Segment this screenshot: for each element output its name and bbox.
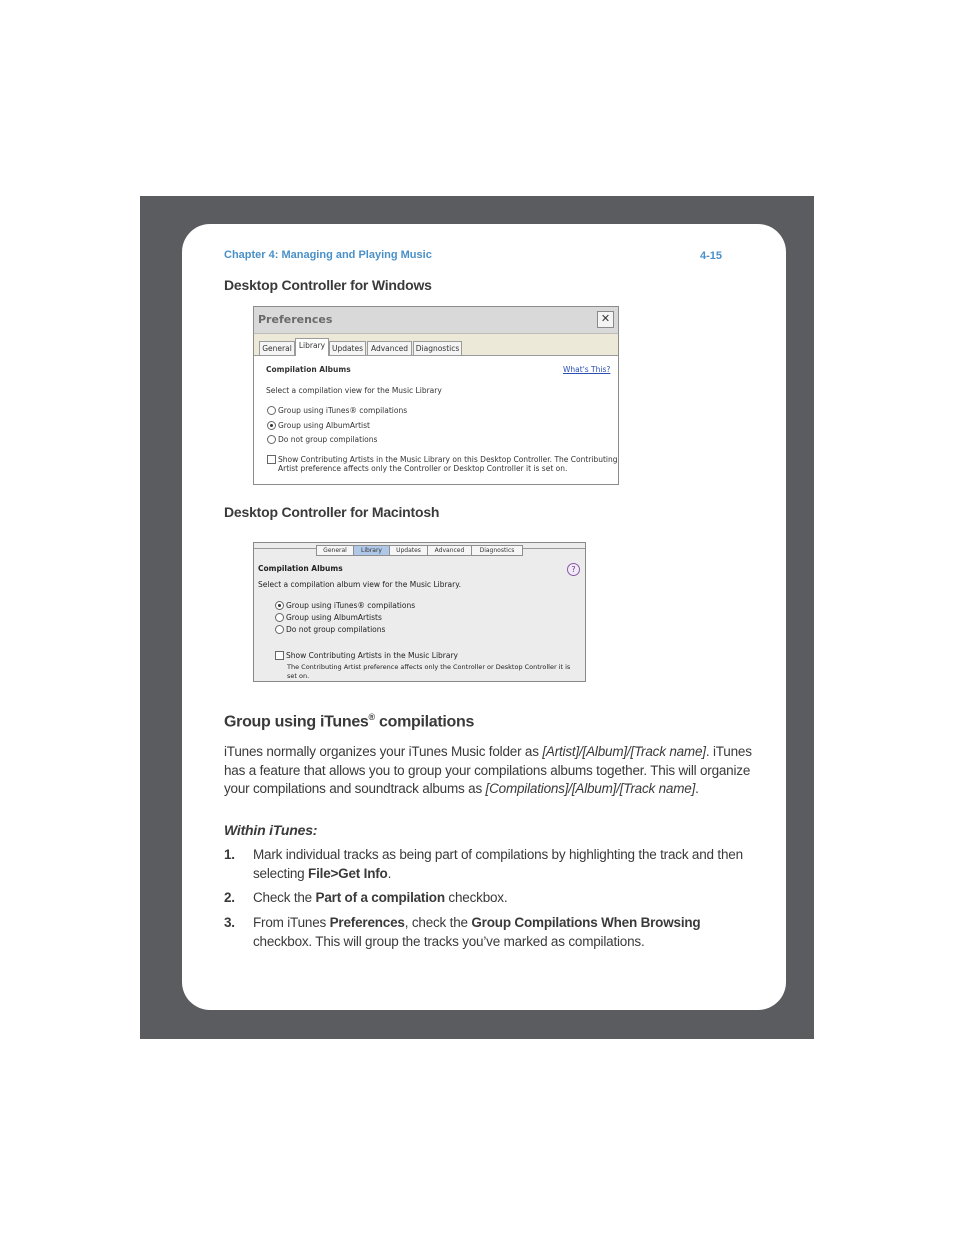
step-text-part: , check the <box>404 915 472 930</box>
tab-diagnostics[interactable]: Diagnostics <box>471 545 523 556</box>
menu-name: Preferences <box>329 915 405 930</box>
paragraph-text: . iTunes has a feature that allows you to group your compilations albums together. This will organize your compilations and soundtrack albums as <box>224 744 752 796</box>
paragraph-text: . <box>695 781 699 796</box>
dialog-titlebar <box>254 307 618 334</box>
step-text-part: checkbox. This will group the tracks you’ve marked as compilations. <box>253 933 645 949</box>
heading-text: compilations <box>374 713 475 731</box>
option-label: Group using AlbumArtist <box>278 421 370 430</box>
contributing-artists-checkbox[interactable] <box>267 455 276 464</box>
checkbox-name: Group Compilations When Browsing <box>471 915 701 930</box>
checkbox-name: Part of a compilation <box>315 890 445 905</box>
windows-preferences-dialog <box>253 306 619 485</box>
help-icon[interactable]: ? <box>567 563 580 576</box>
tab-strip <box>254 334 618 356</box>
step-text-part: From iTunes <box>253 915 330 930</box>
tab-advanced[interactable]: Advanced <box>427 545 472 556</box>
step-text-part: Mark individual tracks as being part of compilations by highlighting the track and then selecting <box>253 847 743 881</box>
close-icon[interactable]: ✕ <box>597 311 614 328</box>
step-number: 2. <box>224 890 235 905</box>
tab-advanced[interactable]: Advanced <box>367 341 412 355</box>
option-label: Group using iTunes® compilations <box>286 601 416 610</box>
windows-caption: Desktop Controller for Windows <box>224 277 432 293</box>
instruction-text: Select a compilation view for the Music Library <box>266 386 442 395</box>
step-text <box>253 914 753 951</box>
step-text-part: checkbox. <box>444 890 508 905</box>
section-heading <box>224 712 474 731</box>
menu-path: File>Get Info <box>308 865 388 881</box>
contributing-artists-checkbox[interactable] <box>275 651 284 660</box>
step-text <box>253 846 753 883</box>
path-artist-album-track: [Artist]/[Album]/[Track name] <box>542 744 706 759</box>
note-text: set on. <box>287 672 310 680</box>
step-number: 1. <box>224 847 235 862</box>
step-text-part: . <box>387 865 392 881</box>
tab-updates[interactable]: Updates <box>329 341 366 355</box>
option-label: Do not group compilations <box>278 435 378 444</box>
paragraph-text: iTunes normally organizes your iTunes Music folder as <box>224 744 543 759</box>
tab-diagnostics[interactable]: Diagnostics <box>413 341 462 355</box>
dialog-title: Preferences <box>258 313 333 326</box>
option-label: Group using iTunes® compilations <box>278 406 408 415</box>
instruction-text: Select a compilation album view for the Music Library. <box>258 580 461 589</box>
checkbox-label: Show Contributing Artists in the Music Library on this Desktop Controller. The Contributing <box>278 455 618 464</box>
tab-updates[interactable]: Updates <box>389 545 428 556</box>
section-title: Compilation Albums <box>266 365 351 374</box>
tab-library[interactable]: Library <box>295 338 329 356</box>
checkbox-label: Show Contributing Artists in the Music Library <box>286 651 458 660</box>
step-number: 3. <box>224 915 235 930</box>
tab-general[interactable]: General <box>316 545 354 556</box>
heading-text: Group using iTunes <box>224 713 369 731</box>
subheading: Within iTunes: <box>224 822 318 838</box>
section-title: Compilation Albums <box>258 564 343 573</box>
tab-general[interactable]: General <box>259 341 295 355</box>
radio-group-itunes[interactable] <box>267 406 276 415</box>
radio-do-not-group[interactable] <box>275 625 284 634</box>
whats-this-link[interactable]: What's This? <box>563 365 611 374</box>
checkbox-label: Artist preference affects only the Controller or Desktop Controller it is set on. <box>278 464 568 473</box>
radio-do-not-group[interactable] <box>267 435 276 444</box>
step-text <box>253 889 753 908</box>
mac-preferences-dialog <box>253 542 586 682</box>
path-compilations-album-track: [Compilations]/[Album]/[Track name] <box>485 781 696 796</box>
intro-paragraph <box>224 743 754 799</box>
radio-group-albumartists[interactable] <box>275 613 284 622</box>
radio-group-itunes[interactable] <box>275 601 284 610</box>
option-label: Group using AlbumArtists <box>286 613 382 622</box>
chapter-header: Chapter 4: Managing and Playing Music <box>224 249 432 261</box>
option-label: Do not group compilations <box>286 625 386 634</box>
mac-caption: Desktop Controller for Macintosh <box>224 504 440 520</box>
page-number: 4-15 <box>700 250 723 262</box>
tab-library[interactable]: Library <box>353 545 390 556</box>
step-text-part: Check the <box>253 890 316 905</box>
radio-group-albumartist[interactable] <box>267 421 276 430</box>
note-text: The Contributing Artist preference affects only the Controller or Desktop Controller it is <box>287 663 571 671</box>
registered-mark: ® <box>368 712 375 722</box>
